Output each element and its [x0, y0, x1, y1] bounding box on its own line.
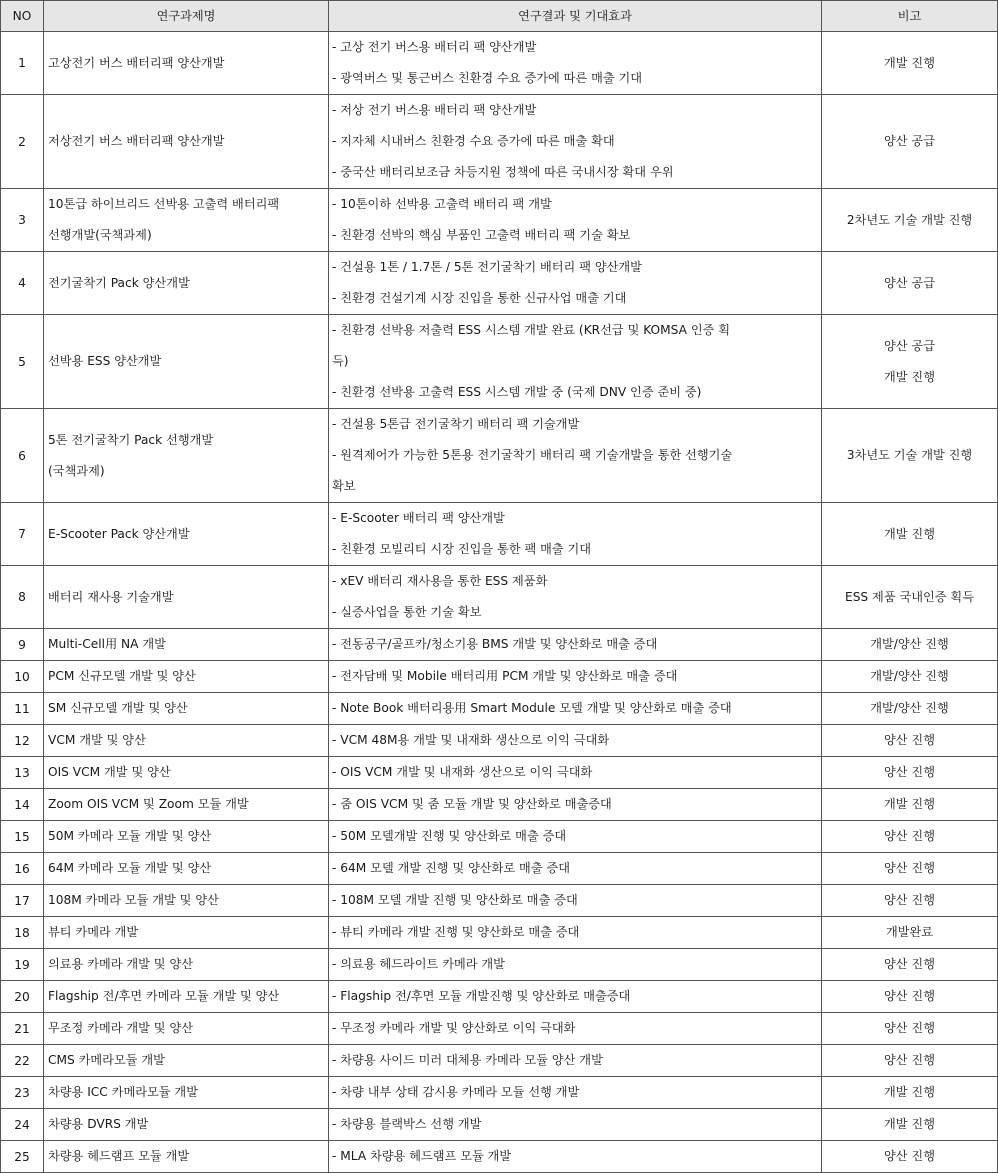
project-name-line: 64M 카메라 모듈 개발 및 양산	[48, 861, 212, 875]
note-line: 양산 공급	[884, 338, 935, 353]
note-line: 양산 진행	[884, 1021, 935, 1035]
result-line: - 친환경 선박용 고출력 ESS 시스템 개발 중 (국제 DNV 인증 준비 중)	[332, 385, 702, 399]
project-name-line: 차량용 DVRS 개발	[48, 1117, 149, 1131]
project-name-cell	[44, 1141, 329, 1173]
project-name-cell	[44, 503, 329, 566]
result-line: - 건설용 1톤 / 1.7톤 / 5톤 전기굴착기 배터리 팩 양산개발	[332, 260, 642, 274]
result-cell	[329, 949, 822, 981]
note-line: 양산 진행	[884, 957, 935, 971]
note-line: 개발 진행	[884, 1117, 935, 1131]
row-number: 19	[1, 949, 44, 981]
table-row	[1, 1109, 998, 1141]
row-number: 11	[1, 693, 44, 725]
project-name-cell	[44, 409, 329, 503]
project-name-cell	[44, 981, 329, 1013]
note-line: 양산 진행	[884, 765, 935, 779]
note-cell	[822, 629, 998, 661]
project-name-line: 의료용 카메라 개발 및 양산	[48, 957, 194, 971]
table-body	[1, 32, 998, 1173]
project-name-line: 뷰티 카메라 개발	[48, 925, 139, 939]
note-cell	[822, 981, 998, 1013]
table-row	[1, 1141, 998, 1173]
project-name-line: Zoom OIS VCM 및 Zoom 모듈 개발	[48, 797, 249, 811]
project-name-cell	[44, 252, 329, 315]
project-name-cell	[44, 757, 329, 789]
result-cell	[329, 189, 822, 252]
project-name-line: 선행개발(국책과제)	[48, 228, 152, 242]
table-row	[1, 503, 998, 566]
result-cell	[329, 252, 822, 315]
row-number: 8	[1, 566, 44, 629]
note-line: 개발/양산 진행	[870, 637, 949, 651]
result-cell	[329, 661, 822, 693]
result-line: - 차량용 블랙박스 선행 개발	[332, 1117, 482, 1131]
result-line: - 중국산 배터리보조금 차등지원 정책에 따른 국내시장 확대 우위	[332, 165, 674, 179]
table-row	[1, 853, 998, 885]
row-number: 6	[1, 409, 44, 503]
project-name-cell	[44, 949, 329, 981]
table-row	[1, 1077, 998, 1109]
project-name-cell	[44, 725, 329, 757]
row-number: 5	[1, 315, 44, 409]
header-row	[1, 1, 998, 32]
project-name-cell	[44, 885, 329, 917]
result-line: - 저상 전기 버스용 배터리 팩 양산개발	[332, 103, 537, 117]
project-name-line: Flagship 전/후면 카메라 모듈 개발 및 양산	[48, 989, 280, 1003]
table-row	[1, 981, 998, 1013]
row-number: 16	[1, 853, 44, 885]
table-row	[1, 252, 998, 315]
note-line: 3차년도 기술 개발 진행	[846, 448, 973, 462]
result-line: - 줌 OIS VCM 및 줌 모듈 개발 및 양산화로 매출증대	[332, 797, 612, 811]
result-cell	[329, 1077, 822, 1109]
note-line: 양산 진행	[884, 733, 935, 747]
project-name-line: Multi-Cell用 NA 개발	[48, 637, 166, 651]
result-cell	[329, 629, 822, 661]
note-cell	[822, 252, 998, 315]
note-line: 양산 진행	[884, 829, 935, 843]
result-line: - 무조정 카메라 개발 및 양산화로 이익 극대화	[332, 1021, 576, 1035]
result-cell	[329, 725, 822, 757]
result-cell	[329, 409, 822, 503]
row-number: 21	[1, 1013, 44, 1045]
note-cell	[822, 315, 998, 409]
row-number: 17	[1, 885, 44, 917]
table-row	[1, 789, 998, 821]
row-number: 2	[1, 95, 44, 189]
result-cell	[329, 789, 822, 821]
note-cell	[822, 32, 998, 95]
project-name-cell	[44, 629, 329, 661]
note-cell	[822, 917, 998, 949]
table-row	[1, 32, 998, 95]
result-line: - 친환경 선박용 저출력 ESS 시스템 개발 완료 (KR선급 및 KOMSA 인증 획	[332, 323, 731, 337]
note-cell	[822, 789, 998, 821]
result-line: - 의료용 헤드라이트 카메라 개발	[332, 957, 505, 971]
result-cell	[329, 315, 822, 409]
row-number: 12	[1, 725, 44, 757]
result-cell	[329, 95, 822, 189]
note-cell	[822, 503, 998, 566]
result-line: - VCM 48M용 개발 및 내재화 생산으로 이익 극대화	[332, 733, 610, 747]
header-name: 연구과제명	[44, 1, 329, 32]
note-line: 개발 진행	[884, 55, 935, 70]
project-name-cell	[44, 1109, 329, 1141]
row-number: 4	[1, 252, 44, 315]
project-name-line: CMS 카메라모듈 개발	[48, 1053, 165, 1067]
project-name-line: SM 신규모델 개발 및 양산	[48, 701, 188, 715]
result-line: - E-Scooter 배터리 팩 양산개발	[332, 511, 505, 525]
project-name-cell	[44, 1045, 329, 1077]
result-cell	[329, 1109, 822, 1141]
project-name-line: 배터리 재사용 기술개발	[48, 589, 174, 604]
note-line: 개발완료	[885, 925, 934, 939]
project-name-cell	[44, 315, 329, 409]
note-line: 2차년도 기술 개발 진행	[846, 212, 973, 227]
result-line: - 50M 모델개발 진행 및 양산화로 매출 증대	[332, 829, 567, 843]
project-name-line: 전기굴착기 Pack 양산개발	[48, 275, 190, 290]
result-line: - 차량용 사이드 미러 대체용 카메라 모듈 양산 개발	[332, 1053, 603, 1067]
result-cell	[329, 757, 822, 789]
project-name-line: 차량용 ICC 카메라모듈 개발	[48, 1085, 198, 1099]
result-cell	[329, 853, 822, 885]
note-cell	[822, 949, 998, 981]
result-cell	[329, 821, 822, 853]
project-name-cell	[44, 95, 329, 189]
project-name-line: 무조정 카메라 개발 및 양산	[48, 1021, 194, 1035]
result-line: - 전자담배 및 Mobile 배터리用 PCM 개발 및 양산화로 매출 증대	[332, 669, 678, 683]
table-row	[1, 189, 998, 252]
table-row	[1, 566, 998, 629]
result-cell	[329, 566, 822, 629]
result-line: - 10톤이하 선박용 고출력 배터리 팩 개발	[332, 197, 552, 211]
project-name-line: VCM 개발 및 양산	[48, 733, 146, 747]
project-name-line: 50M 카메라 모듈 개발 및 양산	[48, 829, 212, 843]
row-number: 23	[1, 1077, 44, 1109]
header-no: NO	[1, 1, 44, 32]
note-cell	[822, 693, 998, 725]
note-cell	[822, 853, 998, 885]
result-line: - Note Book 배터리용用 Smart Module 모델 개발 및 양산화로 매출 증대	[332, 701, 732, 715]
row-number: 24	[1, 1109, 44, 1141]
note-line: 양산 진행	[884, 893, 935, 907]
note-cell	[822, 189, 998, 252]
project-name-cell	[44, 189, 329, 252]
table-row	[1, 409, 998, 503]
table-row	[1, 757, 998, 789]
row-number: 3	[1, 189, 44, 252]
note-line: ESS 제품 국내인증 획득	[845, 589, 974, 604]
note-cell	[822, 95, 998, 189]
note-line: 양산 진행	[884, 1149, 935, 1163]
project-name-cell	[44, 917, 329, 949]
result-line: - 지자체 시내버스 친환경 수요 증가에 따른 매출 확대	[332, 134, 615, 148]
header-note: 비고	[822, 1, 998, 32]
note-line: 개발/양산 진행	[870, 669, 949, 683]
note-line: 양산 공급	[884, 275, 935, 290]
table-row	[1, 693, 998, 725]
result-line: - 전동공구/골프카/청소기용 BMS 개발 및 양산화로 매출 증대	[332, 637, 658, 651]
table-row	[1, 821, 998, 853]
table-row	[1, 315, 998, 409]
project-name-line: OIS VCM 개발 및 양산	[48, 765, 171, 779]
result-line: - 건설용 5톤급 전기굴착기 배터리 팩 기술개발	[332, 417, 580, 431]
project-name-line: 차량용 헤드램프 모듈 개발	[48, 1149, 190, 1163]
result-line: - 고상 전기 버스용 배터리 팩 양산개발	[332, 40, 537, 54]
header-result: 연구결과 및 기대효과	[329, 1, 822, 32]
result-line: - 108M 모델 개발 진행 및 양산화로 매출 증대	[332, 893, 578, 907]
result-cell	[329, 693, 822, 725]
row-number: 14	[1, 789, 44, 821]
result-line: - 원격제어가 가능한 5톤용 전기굴착기 배터리 팩 기술개발을 통한 선행기술	[332, 448, 733, 462]
row-number: 15	[1, 821, 44, 853]
project-name-line: (국책과제)	[48, 463, 105, 478]
table-row	[1, 917, 998, 949]
result-cell	[329, 981, 822, 1013]
project-name-line: 고상전기 버스 배터리팩 양산개발	[48, 55, 225, 70]
note-cell	[822, 725, 998, 757]
project-name-line: 108M 카메라 모듈 개발 및 양산	[48, 893, 219, 907]
table-row	[1, 629, 998, 661]
note-cell	[822, 821, 998, 853]
result-line: - Flagship 전/후면 모듈 개발진행 및 양산화로 매출증대	[332, 989, 631, 1003]
project-name-line: 10톤급 하이브리드 선박용 고출력 배터리팩	[48, 197, 280, 211]
note-cell	[822, 1045, 998, 1077]
result-cell	[329, 1141, 822, 1173]
row-number: 20	[1, 981, 44, 1013]
note-line: 양산 진행	[884, 1053, 935, 1067]
project-name-cell	[44, 32, 329, 95]
note-cell	[822, 1141, 998, 1173]
note-line: 양산 진행	[884, 989, 935, 1003]
result-line: - OIS VCM 개발 및 내재화 생산으로 이익 극대화	[332, 765, 593, 779]
row-number: 22	[1, 1045, 44, 1077]
project-name-line: PCM 신규모델 개발 및 양산	[48, 669, 196, 683]
note-line: 개발 진행	[884, 526, 935, 541]
note-line: 개발/양산 진행	[870, 701, 949, 715]
table-row	[1, 885, 998, 917]
project-name-cell	[44, 661, 329, 693]
project-name-cell	[44, 693, 329, 725]
table-row	[1, 725, 998, 757]
result-line: - 64M 모델 개발 진행 및 양산화로 매출 증대	[332, 861, 571, 875]
result-line: - 광역버스 및 통근버스 친환경 수요 증가에 따른 매출 기대	[332, 71, 643, 85]
note-line: 개발 진행	[884, 1085, 935, 1099]
table-row	[1, 1013, 998, 1045]
result-line: - MLA 차량용 헤드램프 모듈 개발	[332, 1149, 512, 1163]
note-cell	[822, 1013, 998, 1045]
project-name-line: 저상전기 버스 배터리팩 양산개발	[48, 134, 225, 148]
table-row	[1, 949, 998, 981]
result-line: - xEV 배터리 재사용을 통한 ESS 제품화	[332, 574, 548, 588]
row-number: 18	[1, 917, 44, 949]
note-line: 개발 진행	[884, 369, 935, 384]
row-number: 10	[1, 661, 44, 693]
note-cell	[822, 409, 998, 503]
note-line: 개발 진행	[884, 797, 935, 811]
note-cell	[822, 566, 998, 629]
project-name-line: 선박용 ESS 양산개발	[48, 354, 162, 368]
note-cell	[822, 757, 998, 789]
table-row	[1, 661, 998, 693]
note-cell	[822, 885, 998, 917]
result-cell	[329, 885, 822, 917]
result-line: - 친환경 선박의 핵심 부품인 고출력 배터리 팩 기술 확보	[332, 228, 631, 242]
row-number: 9	[1, 629, 44, 661]
note-cell	[822, 1109, 998, 1141]
note-line: 양산 진행	[884, 861, 935, 875]
project-name-cell	[44, 1013, 329, 1045]
note-line: 양산 공급	[884, 134, 935, 148]
note-cell	[822, 1077, 998, 1109]
result-line: - 뷰티 카메라 개발 진행 및 양산화로 매출 증대	[332, 925, 580, 939]
result-line: 득)	[332, 354, 349, 368]
note-cell	[822, 661, 998, 693]
result-line: - 실증사업을 통한 기술 확보	[332, 605, 482, 619]
result-cell	[329, 917, 822, 949]
result-cell	[329, 1013, 822, 1045]
result-line: - 친환경 모빌리티 시장 진입을 통한 팩 매출 기대	[332, 542, 592, 556]
row-number: 25	[1, 1141, 44, 1173]
row-number: 13	[1, 757, 44, 789]
result-cell	[329, 503, 822, 566]
result-line: - 차량 내부 상태 감시용 카메라 모듈 선행 개발	[332, 1085, 580, 1099]
result-cell	[329, 1045, 822, 1077]
table-row	[1, 95, 998, 189]
result-line: - 친환경 건설기계 시장 진입을 통한 신규사업 매출 기대	[332, 291, 627, 305]
row-number: 7	[1, 503, 44, 566]
project-name-cell	[44, 853, 329, 885]
project-name-cell	[44, 789, 329, 821]
table-row	[1, 1045, 998, 1077]
project-name-cell	[44, 821, 329, 853]
result-line: 확보	[332, 479, 356, 493]
result-cell	[329, 32, 822, 95]
project-name-line: 5톤 전기굴착기 Pack 선행개발	[48, 432, 214, 447]
project-name-cell	[44, 1077, 329, 1109]
project-name-line: E-Scooter Pack 양산개발	[48, 526, 190, 541]
project-name-cell	[44, 566, 329, 629]
row-number: 1	[1, 32, 44, 95]
